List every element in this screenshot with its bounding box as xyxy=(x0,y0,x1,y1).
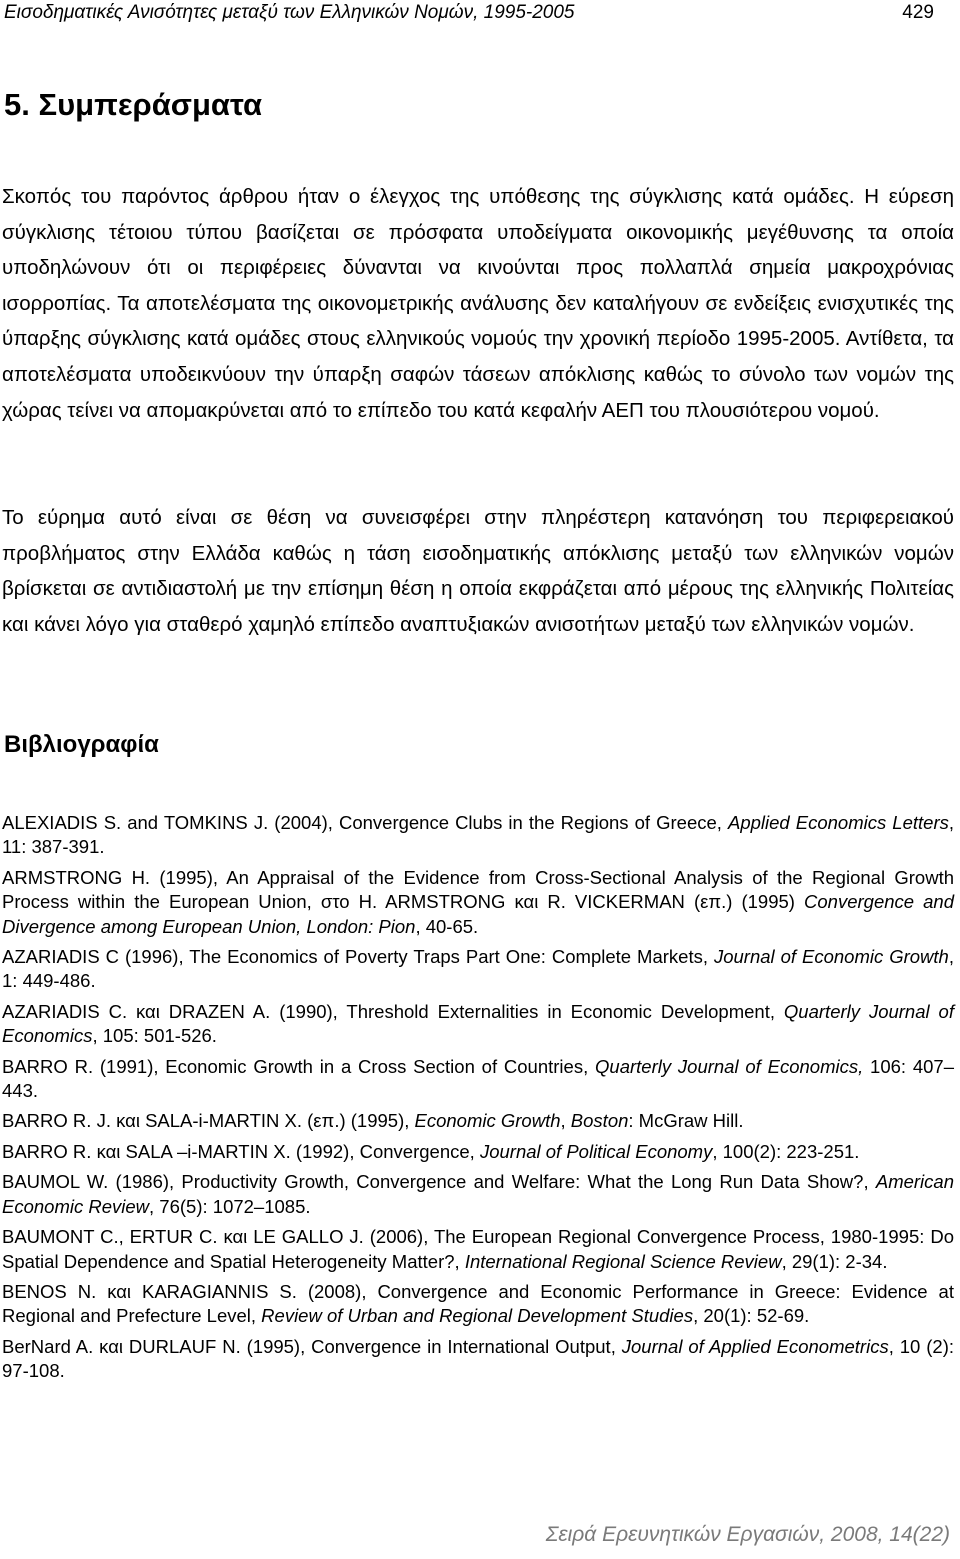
header-title: Εισοδηματικές Ανισότητες μεταξύ των Ελληνικών Νομών, 1995-2005 xyxy=(4,2,575,23)
reference-item: BAUMOL W. (1986), Productivity Growth, Convergence and Welfare: What the Long Run Data Show?, American Economic Review, 76(5): 1072–1085. xyxy=(2,1171,954,1217)
running-header xyxy=(4,2,934,24)
reference-item: AZARIADIS C. και DRAZEN A. (1990), Threshold Externalities in Economic Development, Quarterly Journal of Economics, 105: 501-526. xyxy=(2,1000,954,1047)
reference-item: AZARIADIS C (1996), The Economics of Poverty Traps Part One: Complete Markets, Journal of Economic Growth, 1: 449-486. xyxy=(2,946,954,992)
bibliography-heading: Βιβλιογραφία xyxy=(4,731,159,758)
paragraph-1: Σκοπός του παρόντος άρθρου ήταν ο έλεγχος της υπόθεσης της σύγκλισης κατά ομάδες. Η εύρεση σύγκλισης τέτοιου τύπου βασίζεται σε πρόσφατα υποδείγματα οικονομικής μεγέθυνσης τα οποία υποδηλώνουν ότι οι περιφέρειες δύνανται να κινούνται προς πολλαπλά σημεία μακροχρόνιας ισορροπίας. Τα αποτελέσματα της οικονομετρικής ανάλυσης δεν καταλήγουν σε ενδείξεις ενισχυτικές της ύπαρξης σύγκλισης κατά ομάδες στους ελληνικούς νομούς την χρονική περίοδο 1995-2005. Αντίθετα, τα αποτελέσματα υποδεικνύουν την ύπαρξη σαφών τάσεων απόκλισης καθώς το σύνολο των νομών της χώρας τείνει να απομακρύνεται από το επίπεδο του κατά κεφαλήν ΑΕΠ του πλουσιότερου νομού. xyxy=(2,185,954,422)
reference-item: BARRO R. και SALA –i-MARTIN X. (1992), Convergence, Journal of Political Economy, 100(2): 223-251. xyxy=(2,1140,860,1162)
reference-item: ARMSTRONG H. (1995), An Appraisal of the Evidence from Cross-Sectional Analysis of the Regional Growth Process within the European Union, στο H. ARMSTRONG και R. VICKERMAN (επ.) (1995) Convergence and Divergence among European Union, London: Pion, 40-65. xyxy=(2,866,954,937)
reference-item: BENOS N. και KARAGIANNIS S. (2008), Convergence and Economic Performance in Greece: Evidence at Regional and Prefecture Level, Review of Urban and Regional Development Studies, 20(1): 52-69. xyxy=(2,1280,954,1327)
reference-item: ALEXIADIS S. and TOMKINS J. (2004), Convergence Clubs in the Regions of Greece, Applied Economics Letters, 11: 387-391. xyxy=(2,812,954,858)
reference-item: BAUMONT C., ERTUR C. και LE GALLO J. (2006), The European Regional Convergence Process, 1980-1995: Do Spatial Dependence and Spatial Heterogeneity Matter?, International Regional Science Review, 29(1): 2-34. xyxy=(2,1226,954,1272)
reference-item: BARRO R. (1991), Economic Growth in a Cross Section of Countries, Quarterly Journal of Economics, 106: 407–443. xyxy=(2,1055,954,1102)
reference-item: BerNard A. και DURLAUF N. (1995), Convergence in International Output, Journal of Applied Econometrics, 10 (2): 97-108. xyxy=(2,1335,955,1382)
reference-list xyxy=(2,811,954,1390)
reference-item: BARRO R. J. και SALA-i-MARTIN X. (επ.) (1995), Economic Growth, Boston: McGraw Hill. xyxy=(2,1110,744,1132)
series-footer: Σειρά Ερευνητικών Εργασιών, 2008, 14(22) xyxy=(545,1523,950,1546)
page-number: 429 xyxy=(902,2,934,23)
paragraph-2: Το εύρημα αυτό είναι σε θέση να συνεισφέρει στην πληρέστερη κατανόηση του περιφερειακού προβλήματος στην Ελλάδα καθώς η τάση εισοδηματικής απόκλισης μεταξύ των ελληνικών νομών βρίσκεται σε αντιδιαστολή με την επίσημη θέση η οποία εκφράζεται από μέρους της ελληνικής Πολιτείας και κάνει λόγο για σταθερό χαμηλό επίπεδο αναπτυξιακών ανισοτήτων μεταξύ των ελληνικών νομών. xyxy=(2,506,954,636)
section-heading: 5. Συμπεράσματα xyxy=(4,87,263,122)
